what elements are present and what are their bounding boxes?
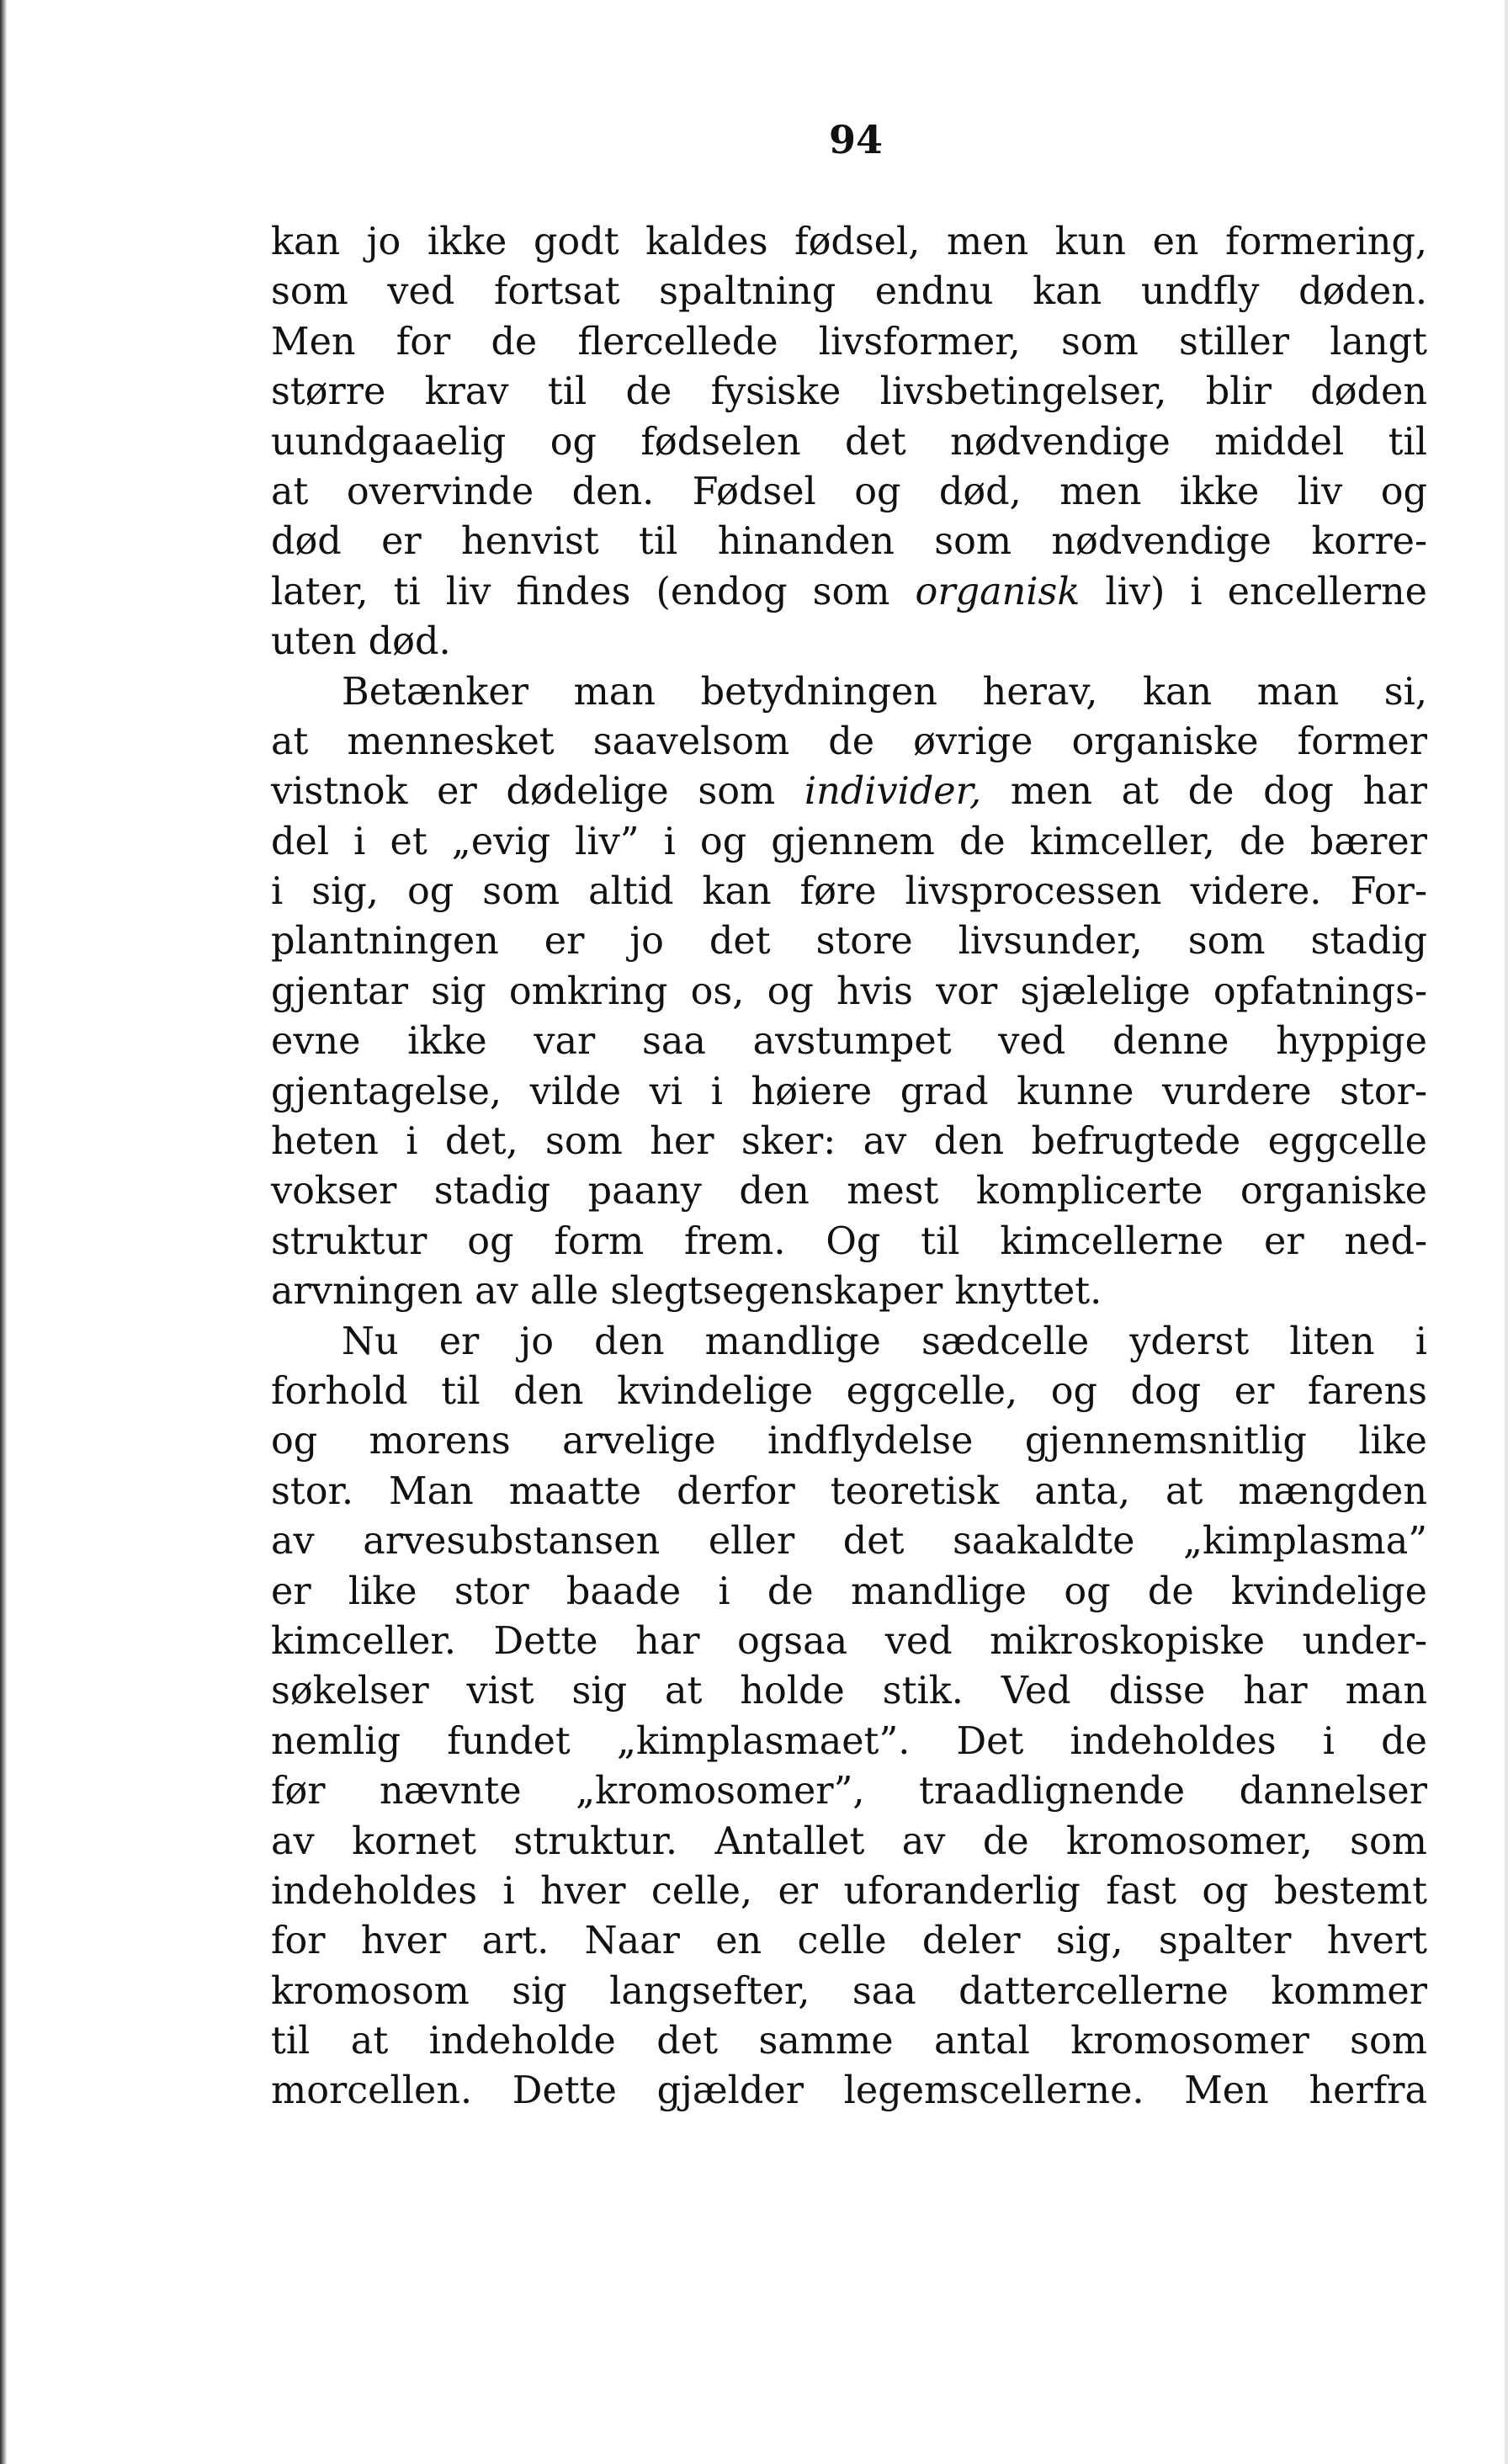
text-line: er like stor baade i de mandlige og de kvindelige	[271, 1569, 1427, 1613]
text-line: evne ikke var saa avstumpet ved denne hyppige	[271, 1020, 1427, 1064]
scan-right-edge	[1505, 0, 1508, 2464]
text-line: uten død.	[271, 620, 451, 664]
text-line: i sig, og som altid kan føre livsprocessen videre. For-	[271, 870, 1427, 914]
text-line: at overvinde den. Fødsel og død, men ikke liv og	[271, 470, 1427, 513]
text-line: kromosom sig langsefter, saa dattercellerne kommer	[271, 1969, 1427, 2013]
text-line: stor. Man maatte derfor teoretisk anta, at mængden	[271, 1469, 1427, 1513]
text-line: struktur og form frem. Og til kimcellerne er ned-	[271, 1219, 1427, 1263]
text-fragment: vistnok er dødelige som	[271, 770, 804, 814]
text-line: heten i det, som her sker: av den befrugtede eggcelle	[271, 1120, 1427, 1164]
text-line: av kornet struktur. Antallet av de kromosomer, som	[271, 1819, 1427, 1863]
text-line: Men for de flercellede livsformer, som stiller langt	[271, 320, 1427, 364]
text-line: forhold til den kvindelige eggcelle, og dog er farens	[271, 1369, 1427, 1413]
text-line: søkelser vist sig at holde stik. Ved disse har man	[271, 1670, 1427, 1713]
text-line: gjentagelse, vilde vi i høiere grad kunne vurdere stor-	[271, 1070, 1427, 1113]
text-line: Betænker man betydningen herav, kan man si,	[342, 670, 1427, 714]
text-fragment: later, ti liv findes (endog som	[271, 570, 916, 613]
text-line: morcellen. Dette gjælder legemscellerne. Men herfra	[271, 2069, 1427, 2113]
text-line: større krav til de fysiske livsbetingelser, blir døden	[271, 370, 1427, 414]
text-line: vokser stadig paany den mest komplicerte organiske	[271, 1170, 1427, 1213]
text-line: av arvesubstansen eller det saakaldte „kimplasma”	[271, 1520, 1427, 1564]
text-line: uundgaaelig og fødselen det nødvendige middel til	[271, 420, 1427, 464]
text-line: arvningen av alle slegtsegenskaper knyttet.	[271, 1270, 1102, 1314]
text-line: indeholdes i hver celle, er uforanderlig fast og bestemt	[271, 1869, 1427, 1913]
text-line: plantningen er jo det store livsunder, som stadig	[271, 920, 1427, 964]
page-number: 94	[828, 117, 883, 162]
text-line: gjentar sig omkring os, og hvis vor sjælelige opfatnings-	[271, 969, 1427, 1013]
text-line: kimceller. Dette har ogsaa ved mikroskopiske under-	[271, 1619, 1427, 1663]
text-line: til at indeholde det samme antal kromosomer som	[271, 2020, 1427, 2063]
text-line: som ved fortsat spaltning endnu kan undfly døden.	[271, 270, 1427, 314]
text-line: og morens arvelige indflydelse gjennemsnitlig like	[271, 1420, 1427, 1463]
body-text	[271, 217, 1427, 2116]
text-line: død er henvist til hinanden som nødvendige korre-	[271, 520, 1427, 564]
text-line	[271, 567, 1427, 617]
text-line: del i et „evig liv” i og gjennem de kimceller, de bærer	[271, 820, 1427, 863]
scan-left-edge	[0, 0, 7, 2464]
text-fragment: liv) i encellerne	[1080, 570, 1428, 613]
text-fragment: men at de dog har	[981, 770, 1427, 814]
text-line: før nævnte „kromosomer”, traadlignende dannelser	[271, 1770, 1427, 1813]
italic-word: organisk	[915, 570, 1081, 613]
text-line: kan jo ikke godt kaldes fødsel, men kun en formering,	[271, 220, 1427, 263]
text-line	[271, 767, 1427, 816]
text-line: Nu er jo den mandlige sædcelle yderst liten i	[342, 1320, 1427, 1363]
text-line: at mennesket saavelsom de øvrige organiske former	[271, 720, 1427, 763]
text-line: for hver art. Naar en celle deler sig, spalter hvert	[271, 1920, 1427, 1963]
italic-word: individer,	[804, 770, 982, 814]
text-line: nemlig fundet „kimplasmaet”. Det indeholdes i de	[271, 1719, 1427, 1763]
